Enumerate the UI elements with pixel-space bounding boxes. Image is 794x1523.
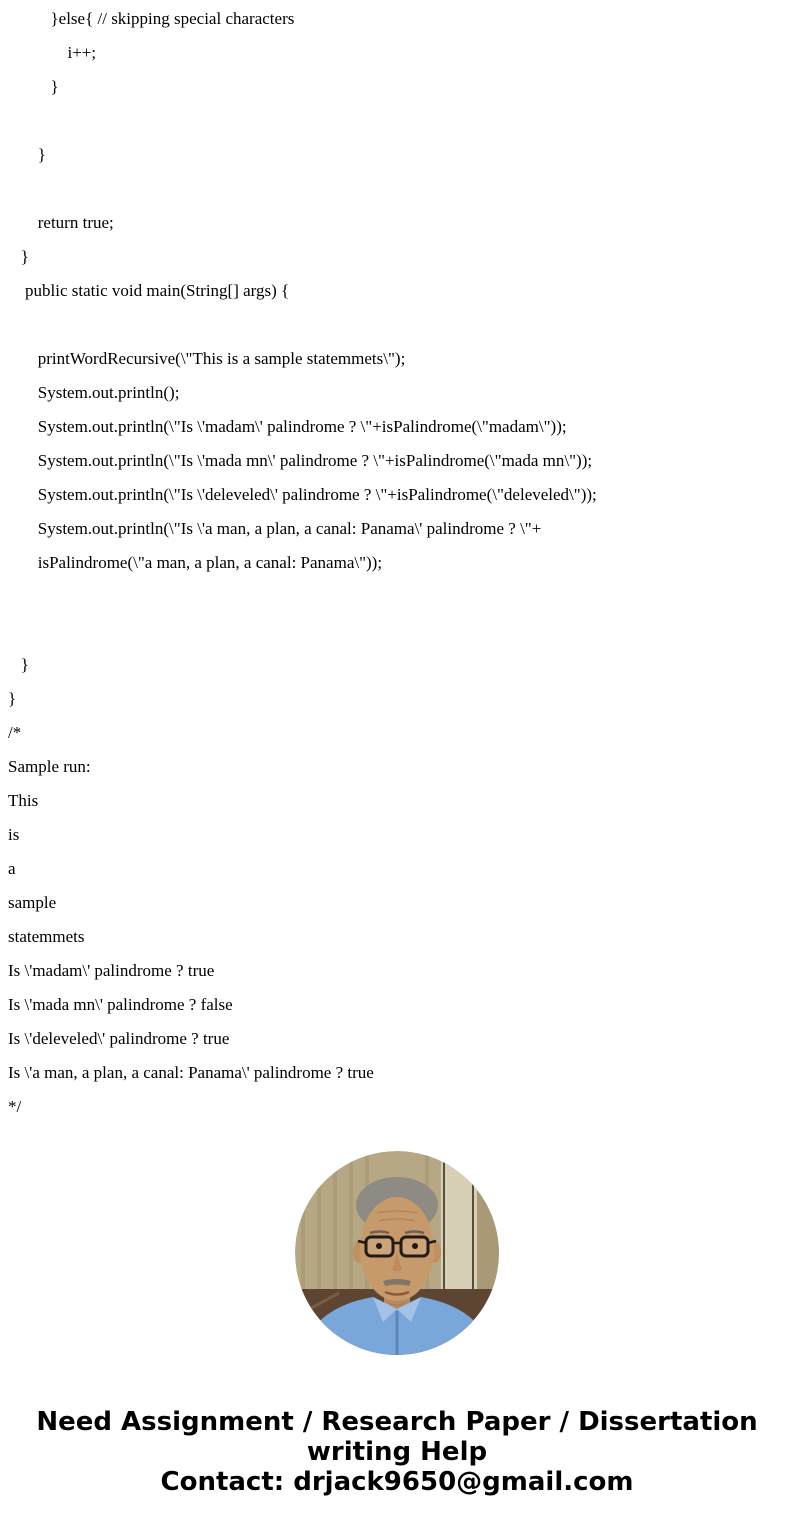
code-line: /* xyxy=(8,723,22,742)
code-line: }else{ // skipping special characters xyxy=(8,9,295,28)
code-line: } xyxy=(8,247,29,266)
code-line: System.out.println(\"Is \'a man, a plan, a canal: Panama\' palindrome ? \"+ xyxy=(8,519,542,538)
code-line: System.out.println(\"Is \'madam\' palindrome ? \"+isPalindrome(\"madam\")); xyxy=(8,417,567,436)
code-line: sample xyxy=(8,893,57,912)
code-line xyxy=(8,614,786,648)
code-line: System.out.println(\"Is \'mada mn\' palindrome ? \"+isPalindrome(\"mada mn\")); xyxy=(8,451,593,470)
code-line: System.out.println(\"Is \'deleveled\' palindrome ? \"+isPalindrome(\"deleveled\")); xyxy=(8,485,597,504)
code-line: } xyxy=(8,77,59,96)
help-heading: Need Assignment / Research Paper / Dissertation writing Help xyxy=(36,1407,758,1467)
code-line: printWordRecursive(\"This is a sample statemmets\"); xyxy=(8,349,406,368)
code-line: } xyxy=(8,655,29,674)
code-line: isPalindrome(\"a man, a plan, a canal: Panama\")); xyxy=(8,553,383,572)
code-line: statemmets xyxy=(8,927,85,946)
code-line: public static void main(String[] args) { xyxy=(8,281,290,300)
code-line: a xyxy=(8,859,16,878)
code-line: } xyxy=(8,145,46,164)
code-line xyxy=(8,308,786,342)
code-line xyxy=(8,104,786,138)
code-line: Is \'mada mn\' palindrome ? false xyxy=(8,995,233,1014)
code-line: } xyxy=(8,689,17,708)
code-line: */ xyxy=(8,1097,22,1116)
code-line xyxy=(8,580,786,614)
code-line: System.out.println(); xyxy=(8,383,180,402)
code-line: This xyxy=(8,791,39,810)
avatar-container xyxy=(0,1151,794,1355)
person-avatar xyxy=(295,1151,499,1355)
footer-banner xyxy=(0,1407,794,1497)
code-line: Is \'deleveled\' palindrome ? true xyxy=(8,1029,230,1048)
code-line xyxy=(8,172,786,206)
contact-email: Contact: drjack9650@gmail.com xyxy=(160,1467,634,1497)
code-line: i++; xyxy=(8,43,97,62)
code-line: return true; xyxy=(8,213,114,232)
code-line: Sample run: xyxy=(8,757,91,776)
code-line: Is \'madam\' palindrome ? true xyxy=(8,961,215,980)
code-line: is xyxy=(8,825,20,844)
code-line: Is \'a man, a plan, a canal: Panama\' palindrome ? true xyxy=(8,1063,374,1082)
